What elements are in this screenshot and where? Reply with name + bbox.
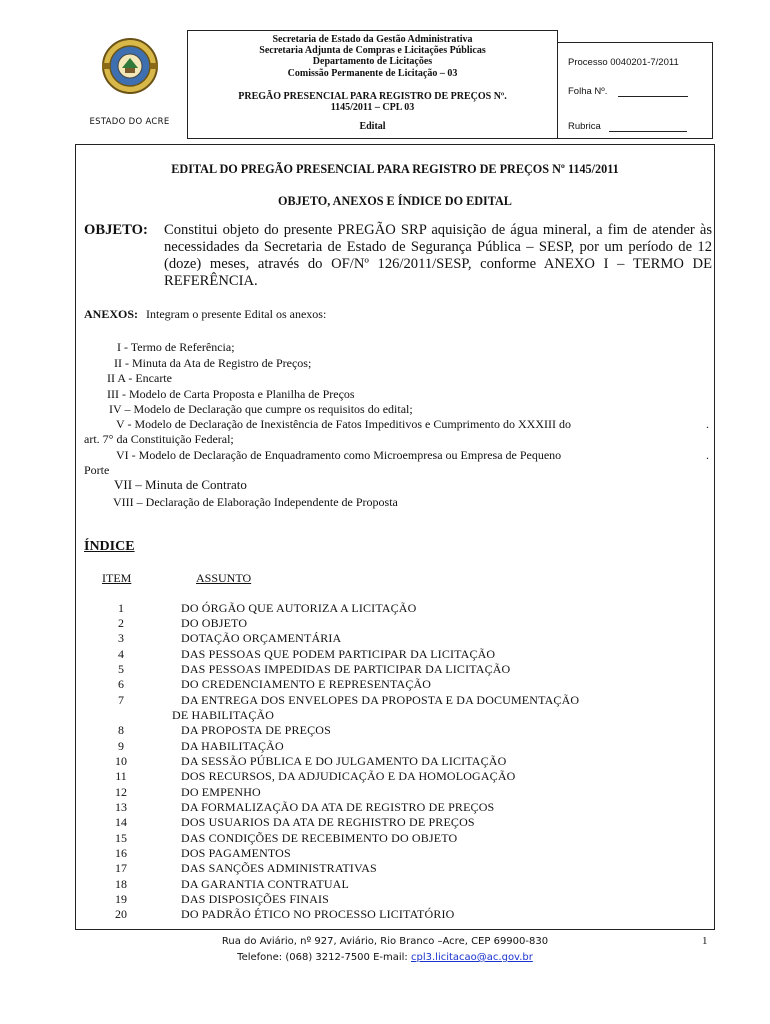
indice-num: 13 [115,800,127,814]
anexo-period: . [706,448,709,462]
header-process-box [558,42,713,139]
indice-text: DAS SANÇÕES ADMINISTRATIVAS [181,861,377,875]
col-assunto-header: ASSUNTO [196,571,252,585]
indice-num: 1 [118,601,124,615]
anexo-item: V - Modelo de Declaração de Inexistência de Fatos Impeditivos e Cumprimento do XXXIII do [116,417,571,431]
anexo-item: I - Termo de Referência; [117,340,235,354]
anexos-intro: Integram o presente Edital os anexos: [146,307,327,321]
anexo-item: II A - Encarte [107,371,172,385]
logo-block [72,30,187,133]
indice-text: DO ÓRGÃO QUE AUTORIZA A LICITAÇÃO [181,601,417,615]
pregao-line: PREGÃO PRESENCIAL PARA REGISTRO DE PREÇOS Nº. [238,90,507,102]
rubrica-line [609,131,687,132]
page-number: 1 [702,935,708,947]
agency-line: Departamento de Licitações [312,56,433,68]
indice-text: DOS USUARIOS DA ATA DE REGHISTRO DE PREÇOS [181,815,475,829]
document-subtitle: OBJETO, ANEXOS E ÍNDICE DO EDITAL [278,194,512,208]
indice-text: DA SESSÃO PÚBLICA E DO JULGAMENTO DA LICITAÇÃO [181,754,507,768]
indice-num: 16 [115,846,127,860]
indice-num: 4 [118,647,124,661]
indice-text: DA FORMALIZAÇÃO DA ATA DE REGISTRO DE PREÇOS [181,800,495,814]
indice-text: DAS DISPOSIÇÕES FINAIS [181,892,329,906]
indice-num: 19 [115,892,127,906]
indice-text-continued: DE HABILITAÇÃO [172,708,275,722]
indice-heading: ÍNDICE [84,539,135,554]
indice-num: 18 [115,877,127,891]
indice-num: 8 [118,723,124,737]
indice-text: DAS CONDIÇÕES DE RECEBIMENTO DO OBJETO [181,831,458,845]
anexos-label: ANEXOS: [84,307,139,321]
footer-contact [0,952,770,963]
footer-email-link[interactable]: cpl3.licitacao@ac.gov.br [411,952,533,963]
anexo-period: . [706,417,709,431]
indice-text: DOS RECURSOS, DA ADJUDICAÇÃO E DA HOMOLOGAÇÃO [181,769,516,783]
objeto-text: Constitui objeto do presente PREGÃO SRP aquisição de água mineral, a fim de atender às necessidades da Secretaria de Estado de Segurança Pública – SESP, por um período de 12 (doze) meses, através do OF/Nº 126/2011/SESP, conforme ANEXO I – TERMO DE REFERÊNCIA. [164,222,712,289]
indice-text: DO PADRÃO ÉTICO NO PROCESSO LICITATÓRIO [181,907,455,921]
anexos-heading [84,307,326,322]
footer-address: Rua do Aviário, nº 927, Aviário, Rio Branco –Acre, CEP 69900-830 [221,936,549,947]
indice-text: DO OBJETO [181,616,248,630]
anexo-item: Porte [84,463,110,477]
state-seal-icon [100,36,160,96]
indice-text: DO EMPENHO [181,785,261,799]
indice-num: 7 [118,693,124,707]
processo-number: Processo 0040201-7/2011 [568,57,679,68]
folha-label: Folha Nº. [568,86,608,97]
indice-text: DAS PESSOAS IMPEDIDAS DE PARTICIPAR DA LICITAÇÃO [181,662,511,676]
indice-num: 5 [118,662,124,676]
folha-field [568,86,688,97]
agency-line: Secretaria de Estado da Gestão Administrativa [272,34,473,45]
indice-num: 14 [115,815,127,829]
indice-num: 3 [118,631,124,645]
indice-text: DAS PESSOAS QUE PODEM PARTICIPAR DA LICITAÇÃO [181,647,496,661]
logo-caption: ESTADO DO ACRE [89,117,170,127]
indice-num: 17 [115,861,127,875]
anexo-item: III - Modelo de Carta Proposta e Planilha de Preços [107,387,355,401]
indice-num: 12 [115,785,127,799]
indice-num: 11 [115,769,127,783]
objeto-label: OBJETO: [84,222,148,238]
anexo-item: II - Minuta da Ata de Registro de Preços; [114,356,312,370]
footer-phone: Telefone: (068) 3212-7500 E-mail: [237,952,408,963]
agency-line: Comissão Permanente de Licitação – 03 [287,67,458,79]
rubrica-field [568,121,687,132]
folha-line [618,96,688,97]
pregao-line: 1145/2011 – CPL 03 [330,102,415,114]
indice-num: 2 [118,616,124,630]
anexo-item: art. 7° da Constituição Federal; [84,432,234,446]
anexo-item: VIII – Declaração de Elaboração Independente de Proposta [113,495,398,509]
anexo-item: VII – Minuta de Contrato [114,477,247,492]
indice-text: DA HABILITAÇÃO [181,739,284,753]
rubrica-label: Rubrica [568,121,601,132]
agency-line: Secretaria Adjunta de Compras e Licitações Públicas [259,45,486,57]
indice-text: DA ENTREGA DOS ENVELOPES DA PROPOSTA E DA DOCUMENTAÇÃO [181,693,580,707]
col-item-header: ITEM [102,571,132,585]
indice-text: DA PROPOSTA DE PREÇOS [181,723,331,737]
document-title: EDITAL DO PREGÃO PRESENCIAL PARA REGISTRO DE PREÇOS Nº 1145/2011 [171,162,619,176]
anexo-item: VI - Modelo de Declaração de Enquadramento como Microempresa ou Empresa de Pequeno [116,448,562,462]
indice-num: 6 [118,677,124,691]
anexo-item: IV – Modelo de Declaração que cumpre os requisitos do edital; [109,402,413,416]
indice-text: DO CREDENCIAMENTO E REPRESENTAÇÃO [181,677,432,691]
indice-num: 15 [115,831,127,845]
edital-label: Edital [359,121,386,133]
header-agency-box [187,30,558,139]
indice-num: 20 [115,907,127,921]
indice-text: DA GARANTIA CONTRATUAL [181,877,349,891]
indice-num: 9 [118,739,124,753]
indice-num: 10 [115,754,127,768]
indice-text: DOTAÇÃO ORÇAMENTÁRIA [181,631,342,645]
indice-text: DOS PAGAMENTOS [181,846,291,860]
